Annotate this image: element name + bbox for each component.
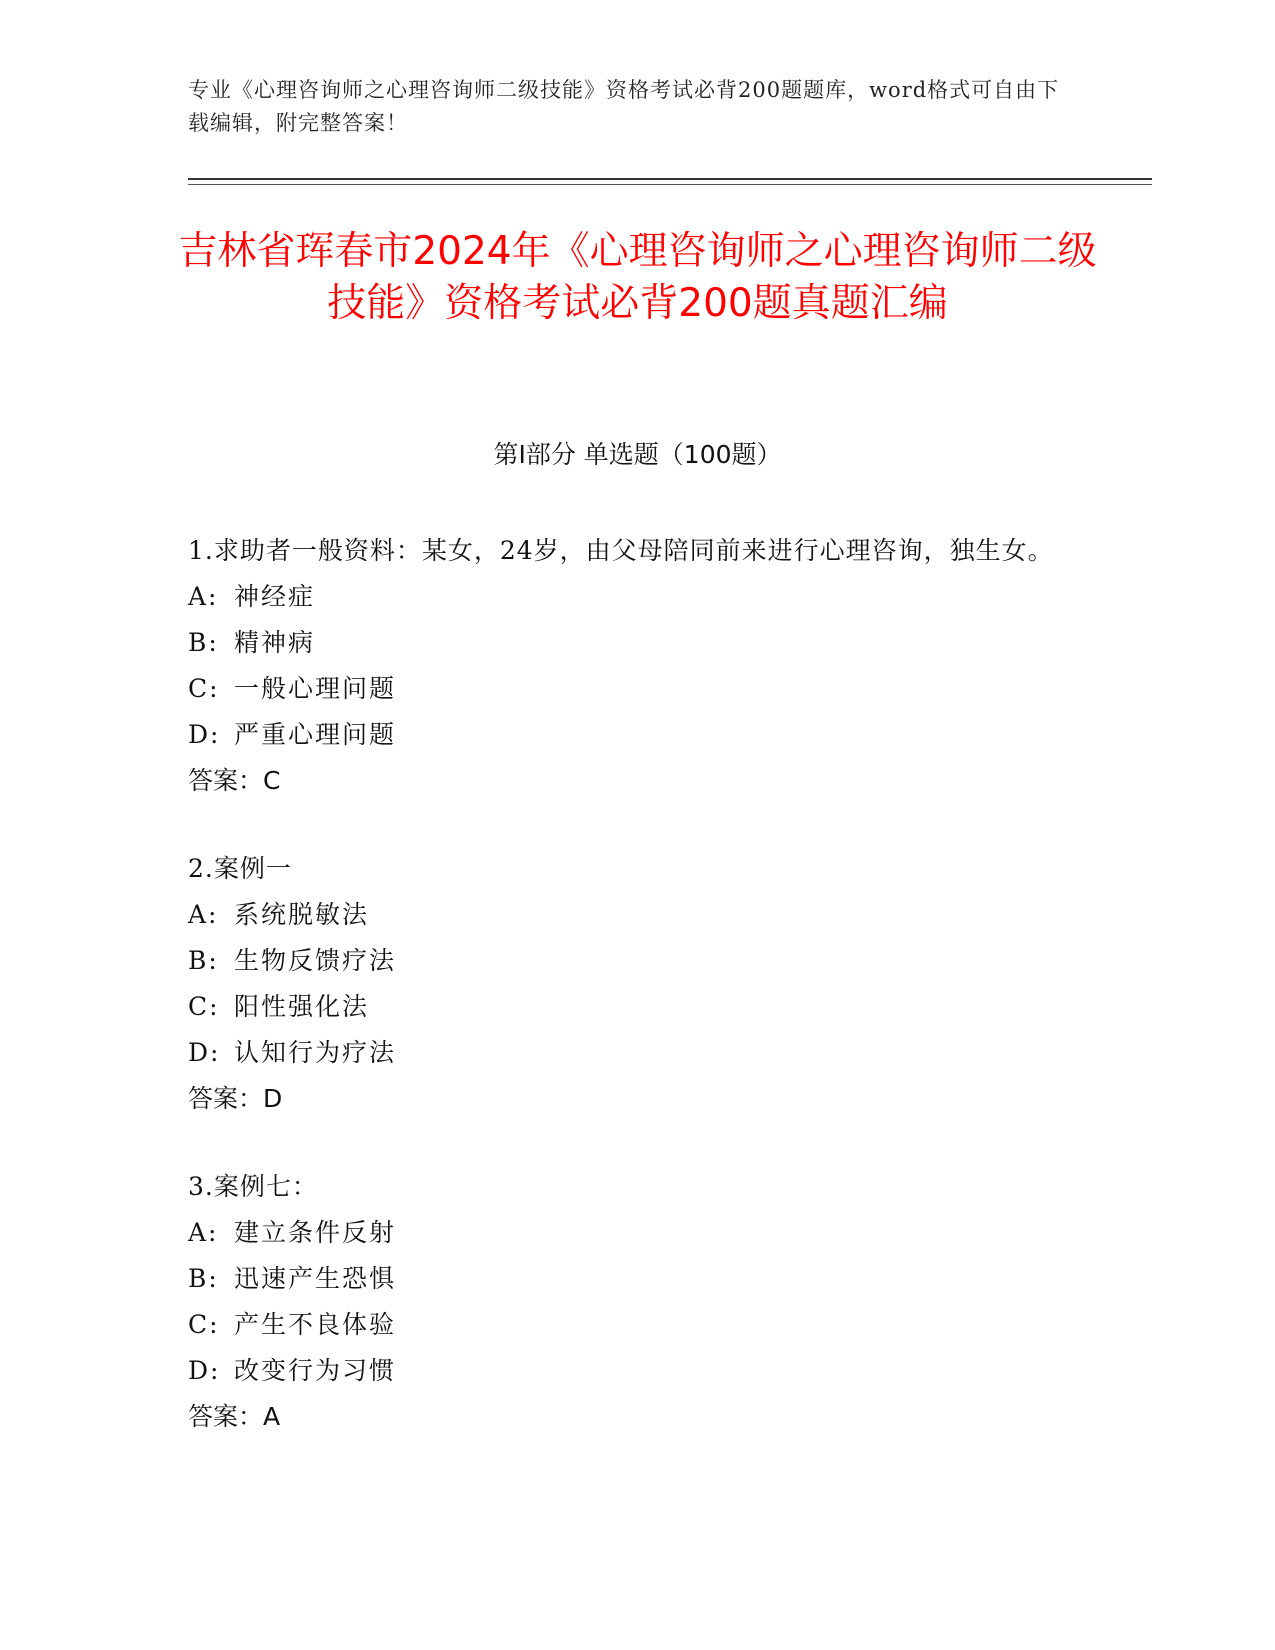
- option-text: 建立条件反射: [234, 1218, 397, 1247]
- option-letter: C:: [188, 992, 220, 1021]
- option-text: 生物反馈疗法: [234, 946, 397, 975]
- option-d: [188, 712, 1068, 758]
- answer-line: 答案：D: [188, 1084, 283, 1113]
- option-b: [188, 1256, 1068, 1302]
- option-b: [188, 938, 1068, 984]
- question-1: [188, 528, 1068, 804]
- option-letter: D:: [188, 720, 221, 749]
- option-c: [188, 1302, 1068, 1348]
- option-b: [188, 620, 1068, 666]
- option-text: 改变行为习惯: [234, 1356, 397, 1385]
- option-letter: A:: [188, 900, 219, 929]
- option-letter: C:: [188, 674, 220, 703]
- section-heading: 第Ⅰ部分 单选题（100题）: [493, 440, 782, 469]
- option-c: [188, 666, 1068, 712]
- option-letter: C:: [188, 1310, 220, 1339]
- answer-line: 答案：C: [188, 766, 281, 795]
- document-title: 吉林省珲春市2024年《心理咨询师之心理咨询师二级技能》资格考试必背200题真题汇编: [178, 229, 1097, 326]
- option-a: [188, 1210, 1068, 1256]
- option-text: 认知行为疗法: [234, 1038, 397, 1067]
- question-stem: 3.案例七：: [188, 1172, 318, 1201]
- question-list: [188, 528, 1068, 1482]
- option-text: 神经症: [234, 582, 316, 611]
- question-2: [188, 846, 1068, 1122]
- option-a: [188, 574, 1068, 620]
- option-text: 精神病: [234, 628, 316, 657]
- option-letter: B:: [188, 946, 219, 975]
- question-3: [188, 1164, 1068, 1440]
- option-text: 严重心理问题: [234, 720, 397, 749]
- option-text: 阳性强化法: [234, 992, 370, 1021]
- option-letter: B:: [188, 1264, 219, 1293]
- option-letter: A:: [188, 582, 219, 611]
- option-text: 一般心理问题: [234, 674, 397, 703]
- option-letter: A:: [188, 1218, 219, 1247]
- question-stem: 2.案例一: [188, 854, 292, 883]
- question-stem: 1.求助者一般资料：某女，24岁，由父母陪同前来进行心理咨询，独生女。: [188, 536, 1054, 565]
- option-letter: D:: [188, 1038, 221, 1067]
- option-a: [188, 892, 1068, 938]
- option-d: [188, 1348, 1068, 1394]
- option-c: [188, 984, 1068, 1030]
- option-letter: B:: [188, 628, 219, 657]
- answer-line: 答案：A: [188, 1402, 281, 1431]
- header-note: 专业《心理咨询师之心理咨询师二级技能》资格考试必背200题题库，word格式可自由下载编辑，附完整答案！: [188, 78, 1060, 135]
- option-letter: D:: [188, 1356, 221, 1385]
- option-text: 迅速产生恐惧: [234, 1264, 397, 1293]
- option-text: 产生不良体验: [234, 1310, 397, 1339]
- option-d: [188, 1030, 1068, 1076]
- header-divider-thin: [188, 184, 1152, 185]
- header-divider-thick: [188, 178, 1152, 180]
- option-text: 系统脱敏法: [234, 900, 370, 929]
